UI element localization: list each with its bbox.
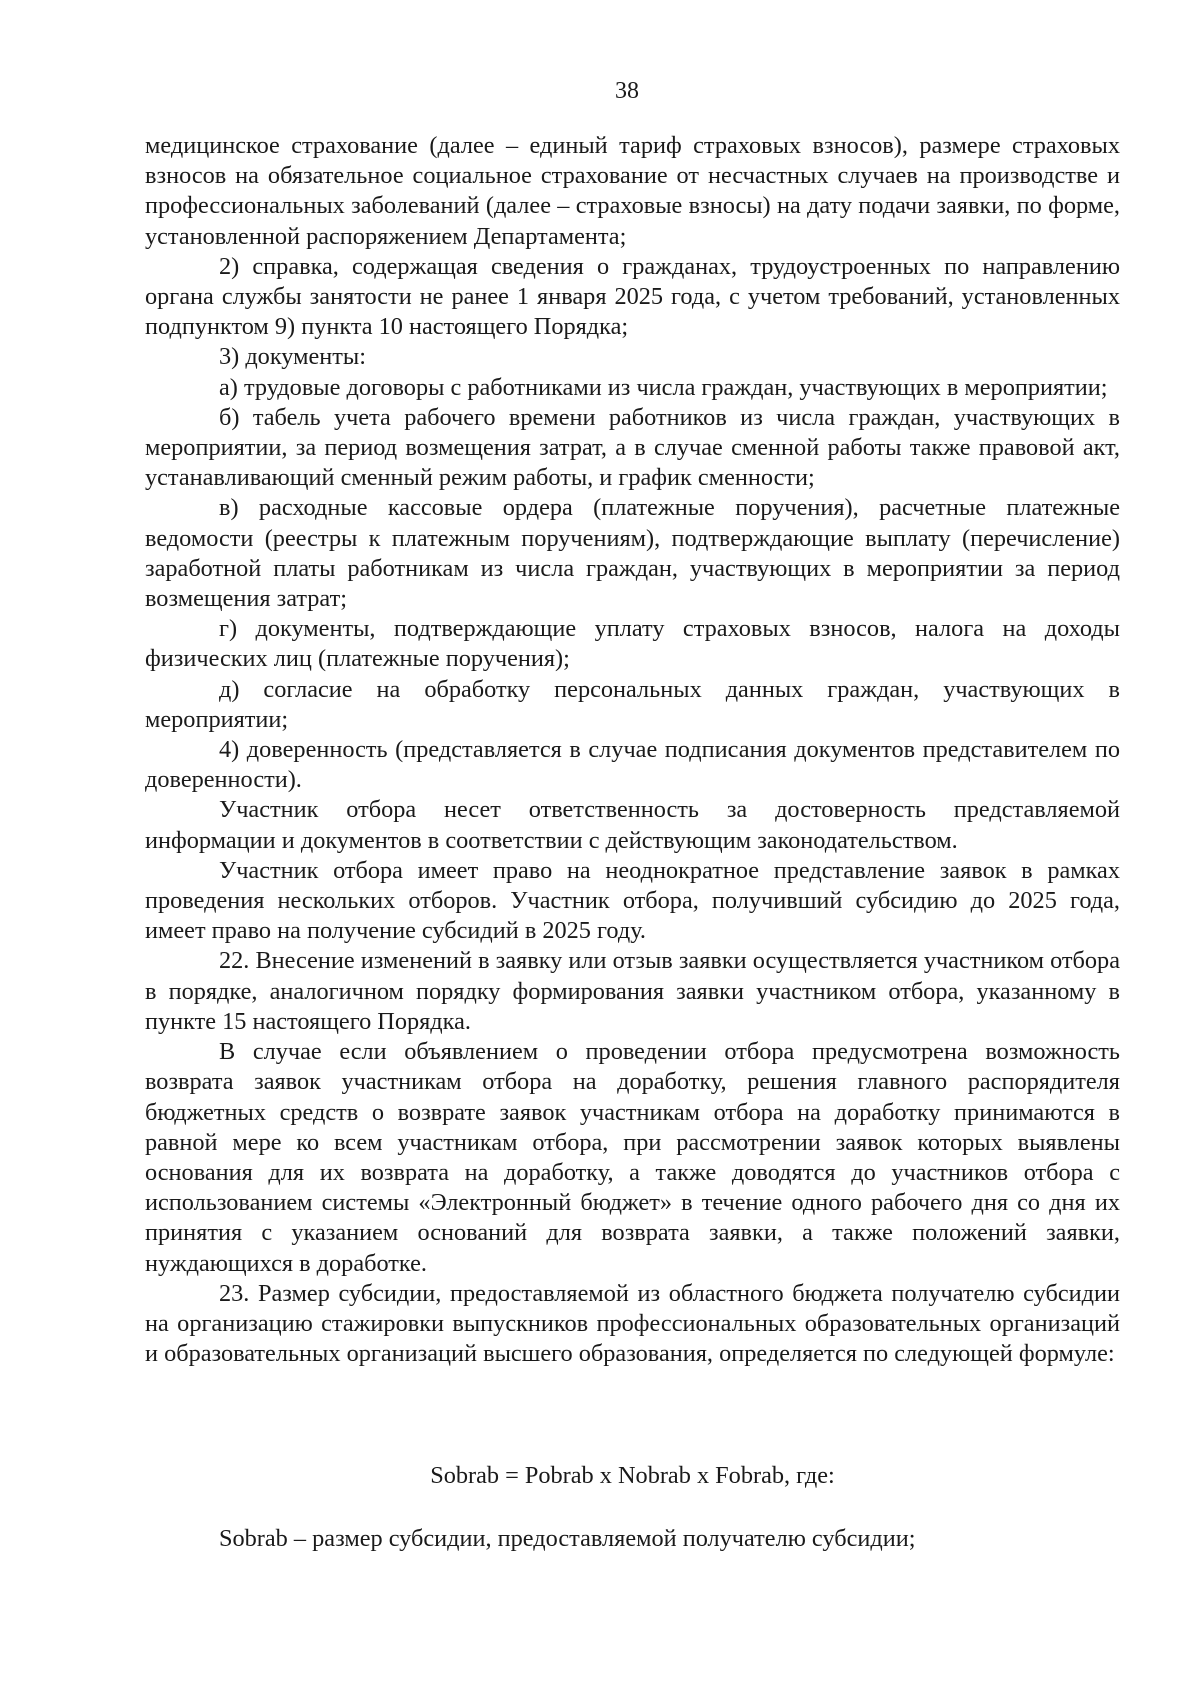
- subsidy-formula: Sobrab = Pobrab x Nobrab x Fobrab, где:: [430, 1462, 835, 1489]
- page-number: 38: [615, 78, 639, 104]
- paragraph-continuation: медицинское страхование (далее – единый тариф страховых взносов), размере страховых взносов на обязательное социальное страхование от несчастных случаев на производстве и профессиональных заболеваний (далее – страховые взносы) на дату подачи заявки, по форме, установленной распоряжением Департамента;: [145, 132, 1120, 250]
- paragraph-subitem-a: а) трудовые договоры с работниками из числа граждан, участвующих в мероприятии;: [219, 373, 1108, 401]
- paragraph-responsibility: Участник отбора несет ответственность за достоверность представляемой информации и документов в соответствии с действующим законодательством.: [145, 796, 1120, 854]
- paragraph-item-4: 4) доверенность (представляется в случае подписания документов представителем по доверенности).: [145, 736, 1120, 794]
- paragraph-subitem-d: д) согласие на обработку персональных данных граждан, участвующих в мероприятии;: [145, 675, 1120, 733]
- paragraph-section-22: 22. Внесение изменений в заявку или отзыв заявки осуществляется участником отбора в порядке, аналогичном порядку формирования заявки участником отбора, указанному в пункте 15 настоящего Порядка.: [145, 947, 1120, 1035]
- document-body: [145, 131, 1120, 1369]
- paragraph-item-2: 2) справка, содержащая сведения о гражданах, трудоустроенных по направлению органа службы занятости не ранее 1 января 2025 года, с учетом требований, установленных подпунктом 9) пункта 10 настоящего Порядка;: [145, 252, 1120, 341]
- paragraph-subitem-g: г) документы, подтверждающие уплату страховых взносов, налога на доходы физических лиц (платежные поручения);: [145, 615, 1120, 673]
- paragraph-subitem-v: в) расходные кассовые ордера (платежные поручения), расчетные платежные ведомости (реестры к платежным поручениям), подтверждающие выплату (перечисление) заработной платы работникам из числа граждан, участвующих в мероприятии за период возмещения затрат;: [145, 494, 1120, 613]
- paragraph-multiple-applications: Участник отбора имеет право на неоднократное представление заявок в рамках проведения нескольких отборов. Участник отбора, получивший субсидию до 2025 года, имеет право на получение субсидий в 2025 году.: [145, 856, 1120, 945]
- paragraph-return-applications: В случае если объявлением о проведении отбора предусмотрена возможность возврата заявок участникам отбора на доработку, решения главного распорядителя бюджетных средств о возврате заявок участникам отбора на доработку принимаются в равной мере ко всем участникам отбора, при рассмотрении заявок которых выявлены основания для их возврата на доработку, а также доводятся до участников отбора с использованием системы «Электронный бюджет» в течение одного рабочего дня со дня их принятия с указанием оснований для возврата заявки, а также положений заявки, нуждающихся в доработке.: [145, 1038, 1120, 1277]
- formula-definition: Sobrab – размер субсидии, предоставляемой получателю субсидии;: [219, 1525, 916, 1552]
- paragraph-section-23: 23. Размер субсидии, предоставляемой из областного бюджета получателю субсидии на организацию стажировки выпускников профессиональных образовательных организаций и образовательных организаций высшего образования, определяется по следующей формуле:: [145, 1279, 1120, 1368]
- paragraph-item-3: 3) документы:: [219, 343, 366, 371]
- paragraph-subitem-b: б) табель учета рабочего времени работников из числа граждан, участвующих в мероприятии, за период возмещения затрат, а в случае сменной работы также правовой акт, устанавливающий сменный режим работы, и график сменности;: [145, 403, 1120, 492]
